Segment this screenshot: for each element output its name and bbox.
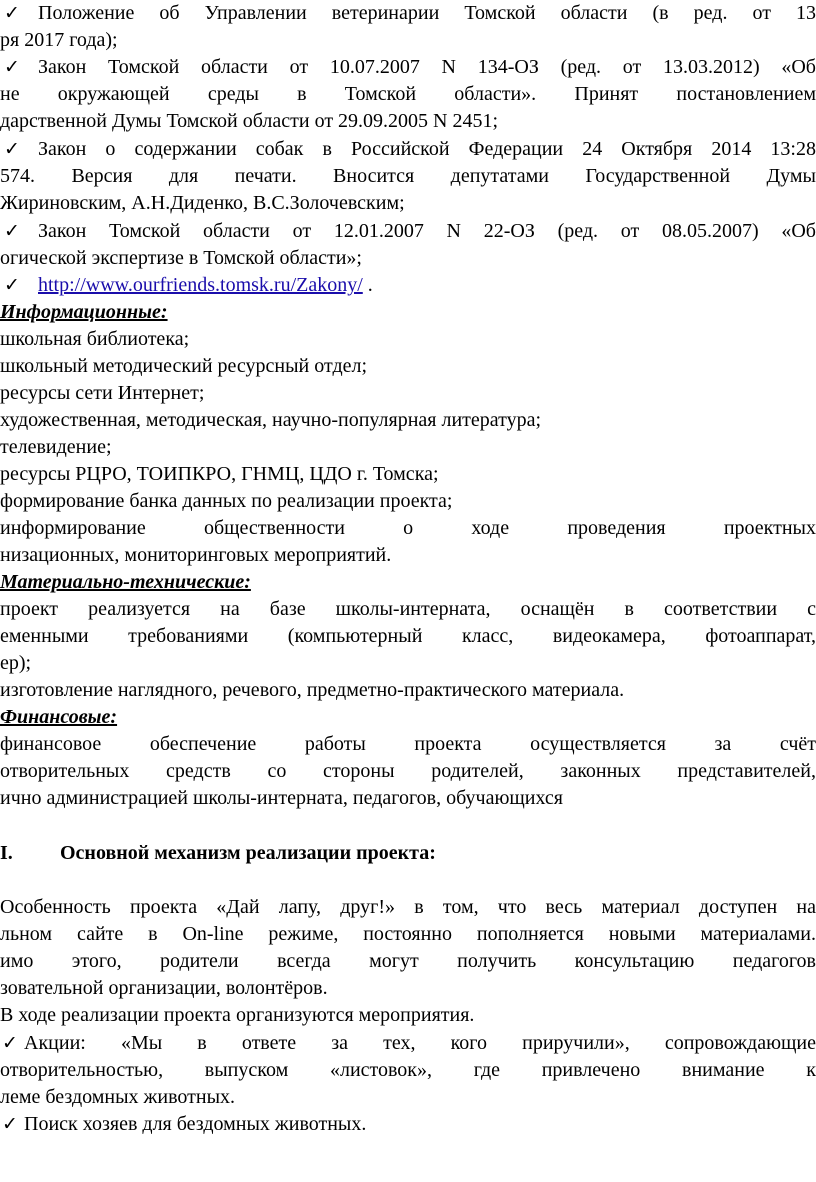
legal-item-4-line-2: огической экспертизе в Томской области»; xyxy=(0,247,362,269)
info-item: художественная, методическая, научно-популярная литература; xyxy=(0,409,542,431)
checkmark-icon: ✓ xyxy=(2,1113,18,1135)
material-line: изготовление наглядного, речевого, предметно-практического материала. xyxy=(0,679,625,701)
legal-item-1-line-1: Положение об Управлении ветеринарии Томской области (в ред. от 13 xyxy=(38,2,816,24)
legal-item-4-line-1: Закон Томской области от 12.01.2007 N 22-ОЗ (ред. от 08.05.2007) «Об xyxy=(38,220,816,242)
info-item: информирование общественности о ходе проведения проектных xyxy=(0,517,816,539)
finance-heading: Финансовые: xyxy=(0,706,118,728)
legal-item-3-line-3: Жириновским, А.Н.Диденко, В.С.Золочевским; xyxy=(0,192,405,214)
legal-item-3-line-2: 574. Версия для печати. Вносится депутатами Государственной Думы xyxy=(0,165,816,187)
info-item: телевидение; xyxy=(0,436,112,458)
info-item: школьный методический ресурсный отдел; xyxy=(0,355,368,377)
legal-item-5-suffix: . xyxy=(367,274,373,296)
material-line: еменными требованиями (компьютерный класс, видеокамера, фотоаппарат, xyxy=(0,625,816,647)
legal-item-5 xyxy=(38,272,373,298)
info-item: ресурсы сети Интернет; xyxy=(0,382,205,404)
checkmark-icon: ✓ xyxy=(4,56,20,78)
finance-line: ично администрацией школы-интерната, педагогов, обучающихся xyxy=(0,787,563,809)
search-owners-item: Поиск хозяев для бездомных животных. xyxy=(24,1113,367,1135)
info-item: низационных, мониторинговых мероприятий. xyxy=(0,544,392,566)
finance-line: отворительных средств со стороны родителей, законных представителей, xyxy=(0,760,816,782)
material-line: проект реализуется на базе школы-интерната, оснащён в соответствии с xyxy=(0,598,816,620)
info-heading: Информационные: xyxy=(0,301,168,323)
checkmark-icon: ✓ xyxy=(4,138,20,160)
legal-item-1-line-2: ря 2017 года); xyxy=(0,29,118,51)
legal-item-2-line-3: дарственной Думы Томской области от 29.09.2005 N 2451; xyxy=(0,110,499,132)
mechanism-para-2: В ходе реализации проекта организуются мероприятия. xyxy=(0,1004,475,1026)
mechanism-para-1-line: Особенность проекта «Дай лапу, друг!» в том, что весь материал доступен на xyxy=(0,896,816,918)
material-line: ер); xyxy=(0,652,32,674)
material-heading: Материально-технические: xyxy=(0,571,251,593)
finance-line: финансовое обеспечение работы проекта осуществляется за счёт xyxy=(0,733,816,755)
checkmark-icon: ✓ xyxy=(4,274,20,296)
checkmark-icon: ✓ xyxy=(4,220,20,242)
info-item: ресурсы РЦРО, ТОИПКРО, ГНМЦ, ЦДО г. Томска; xyxy=(0,463,439,485)
action-line-2: отворительностью, выпуском «листовок», где привлечено внимание к xyxy=(0,1059,816,1081)
legal-item-3-line-1: Закон о содержании собак в Российской Федерации 24 Октября 2014 13:28 xyxy=(38,138,816,160)
checkmark-icon: ✓ xyxy=(4,2,20,24)
laws-link[interactable]: http://www.ourfriends.tomsk.ru/Zakony/ xyxy=(38,274,363,296)
action-line-3: леме бездомных животных. xyxy=(0,1086,235,1108)
checkmark-icon: ✓ xyxy=(2,1032,18,1054)
legal-item-2-line-2: не окружающей среды в Томской области». Принят постановлением xyxy=(0,83,816,105)
mechanism-para-1-line: зовательной организации, волонтёров. xyxy=(0,977,328,999)
section-title: Основной механизм реализации проекта: xyxy=(60,842,436,864)
legal-item-2-line-1: Закон Томской области от 10.07.2007 N 134-ОЗ (ред. от 13.03.2012) «Об xyxy=(38,56,816,78)
info-item: формирование банка данных по реализации проекта; xyxy=(0,490,453,512)
mechanism-para-1-line: льном сайте в On-line режиме, постоянно пополняется новыми материалами. xyxy=(0,923,816,945)
action-line-1: Акции: «Мы в ответе за тех, кого приручили», сопровождающие xyxy=(24,1032,816,1054)
section-number: I. xyxy=(0,842,13,864)
mechanism-para-1-line: имо этого, родители всегда могут получить консультацию педагогов xyxy=(0,950,816,972)
info-item: школьная библиотека; xyxy=(0,328,190,350)
